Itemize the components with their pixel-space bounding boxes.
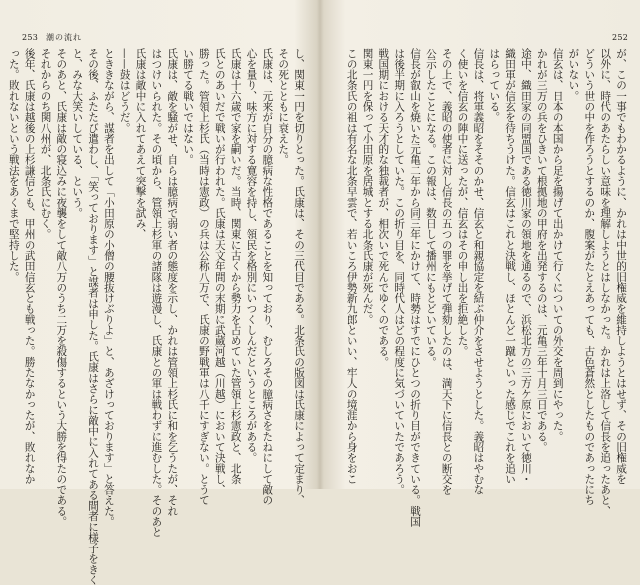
text-line: し、関東一円を切りとった。氏康は、その三代目である。北条氏の版図は氏康によって定まり、	[293, 48, 305, 506]
text-line: かれが三万の兵をひきいて根拠地の甲府を出発するのは、元亀三年十月三日である。	[535, 48, 548, 453]
text-line: はらっている。	[488, 48, 501, 123]
left-page	[0, 0, 318, 585]
text-line: どういう世の中を作ろうとするのか、腹案がたとえあっても、古色蒼然としたものであったにち	[583, 48, 596, 506]
left-page-body	[7, 48, 306, 585]
text-line: 織田軍が信玄を待ちうけた。信玄はこれと決戦し、ほとんど一蹴といった感じでこれを追い	[504, 48, 517, 485]
text-line: 心を量り、味方に対する寛容を持し、領民を格別にいつくしんだというところがある。	[245, 48, 258, 463]
text-line: 勝った。管領上杉氏（当時は憲政）の兵は公称八万で、氏康の野戦軍は八千にすぎない。とうて	[197, 48, 210, 506]
text-line: い勝てる戦いではない。	[182, 48, 195, 166]
right-page	[322, 0, 640, 527]
text-line: 公示したことになる。この報は、数日して播州にもとどいている。	[424, 48, 437, 368]
text-line: その上で、義昭の使者に対し信長の五つの罪を挙げて弾劾したのは、満天下に信長との断交を	[440, 48, 453, 495]
text-line: 関東一円を保って小田原を居城とする北条氏康が死んだ。	[361, 48, 374, 325]
text-line: はつけいられた。その頃から、管領上杉軍の諸隊は遊漫し、氏康との軍は戦わずに進むした。そのあと	[150, 48, 163, 538]
text-line: その後、ふたたび遣わし、「笑っております」と謀者は申した。氏康はさらに敵中に入れてある間者に様子をきく	[87, 48, 100, 585]
text-line: く使いを信玄の陣中に送ったが、信玄はその申し出を拒絶した。	[456, 48, 469, 357]
text-line: 氏とのあいだで戦いが行われた。氏康は天文年間の末期に武蔵河越（川越）において決戦し、	[213, 48, 226, 495]
text-line: 後年、氏康は越後の上杉謙信とも、甲州の武田信玄とも戦った。勝たなかったが、敗れなか	[23, 48, 36, 485]
text-line: その死とともに衰えた。	[277, 48, 290, 166]
text-line: この北条氏の祖は有名な北条早雲で、若いころ伊勢新九郎といい、牢人の境涯から身をおこ	[345, 48, 358, 485]
text-line: 信長が叡山を焼いた元亀二年から同三年にかけて、時勢はすでにひとつの折り目ができている。戦国	[409, 48, 422, 527]
text-line: った。敗れないという戦法をあくまで堅持した。	[7, 48, 20, 283]
page-number-right: 252	[612, 33, 629, 42]
right-page-body	[342, 48, 628, 527]
text-line: それからのち関八州が、北条氏にむく。	[39, 48, 52, 240]
text-line: 以外に、時代のあたらしい意味を理解しようとはしなかった。かれは上洛して信長を追ったあと、	[599, 48, 612, 517]
text-line: が、この一事でもわかるように、かれは中世的旧権威を維持しようとはせず、その旧権威を	[615, 48, 627, 485]
text-line: 信長は、将軍義昭をそそのかせ、信玄と和親協定を結ぶ仲介をさせようとした。義昭はやむな	[472, 48, 485, 495]
text-line: 氏康は、元来が自分の臆病な性格であることを知っており、むしろその臆病さをたねにして敵の	[261, 48, 274, 506]
text-line: 氏康は、敵を騒がせ、自らは臆病で弱い者の態度を示し、かれは管領上杉氏に和を乞うたが、それ	[166, 48, 179, 517]
text-line: とききながら、謀者を出して「小田原の小僧の腰抜けぶりよ」と、あざけっております」と答えた。	[102, 48, 115, 527]
text-line: 途中、織田家の同盟国である徳川家の領地を通るので、浜松北方の三方ケ原において徳川・	[519, 48, 532, 485]
text-line: 信玄は、日本の本国から足を揚げて出かけて行くについての外交を周到にやった。	[551, 48, 564, 442]
text-line: と、みな大笑いしている、という。	[71, 48, 84, 219]
text-line: 氏康は敵中に入れてあえて突撃を試み、	[134, 48, 147, 240]
text-line: がいない。	[567, 48, 580, 102]
text-line: そのあと、氏康は敵の寝込みに夜襲をして敵八万のうち二万を殺傷するという大勝を得たのである。	[55, 48, 68, 527]
text-line: は後半期に入ろうとしていた。この折り目を、同時代人はどの程度に気づいていたであろう。	[393, 48, 406, 495]
page-number-left: 253	[22, 33, 39, 42]
running-head: 潮の流れ	[46, 33, 82, 42]
text-line: 氏康は十六歳で家を嗣いだ。当時、関東に古くから勢力を占めていた管領上杉憲政と、北条	[229, 48, 242, 485]
text-line: ——鼓はどうだ。	[118, 48, 131, 134]
text-line: 戦国期における天才的な独裁者が、相次いで死んでゆくのである。	[377, 48, 390, 368]
